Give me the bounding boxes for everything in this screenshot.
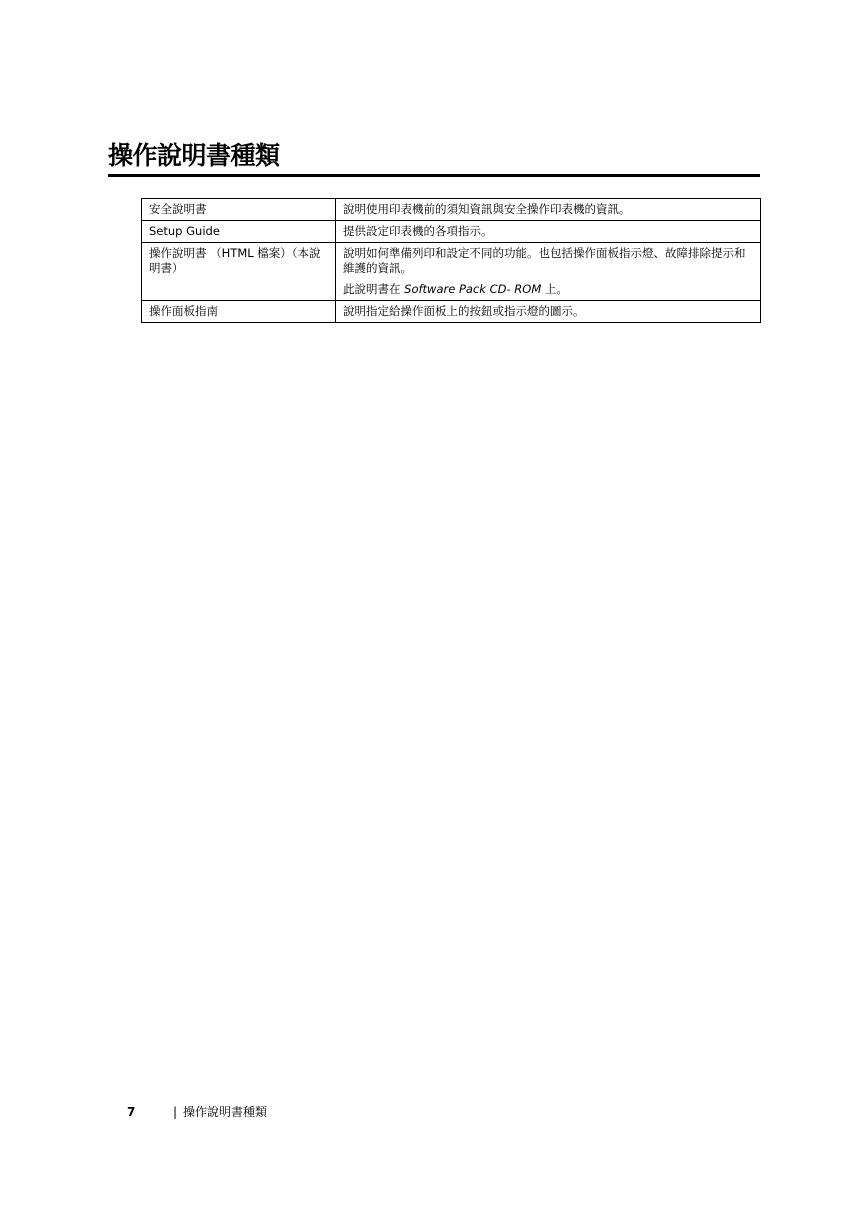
location-suffix: 上。 — [541, 282, 568, 296]
description-text: 說明如何準備列印和設定不同的功能。也包括操作面板指示燈、故障排除提示和維護的資訊。 — [343, 246, 746, 275]
table-row — [142, 243, 761, 301]
table-row — [142, 301, 761, 323]
location-media-name: Software Pack CD- ROM — [404, 282, 542, 296]
manual-name-cell: 安全說明書 — [142, 199, 336, 221]
footer-section-title: 操作說明書種類 — [183, 1105, 268, 1119]
description-text: 提供設定印表機的各項指示。 — [343, 224, 493, 238]
location-prefix: 此說明書在 — [343, 282, 405, 296]
manual-types-table — [141, 198, 761, 323]
manual-name-cell: Setup Guide — [142, 221, 336, 243]
description-text: 說明使用印表機前的須知資訊與安全操作印表機的資訊。 — [343, 202, 631, 216]
page-footer — [127, 1104, 267, 1120]
manual-name-cell: 操作面板指南 — [142, 301, 336, 323]
table-row — [142, 221, 761, 243]
manual-description-cell — [336, 301, 761, 323]
description-text: 說明指定給操作面板上的按鈕或指示燈的圖示。 — [343, 304, 585, 318]
page-title: 操作說明書種類 — [108, 139, 760, 177]
manual-description-cell — [336, 221, 761, 243]
manual-description-cell — [336, 199, 761, 221]
manual-description-cell — [336, 243, 761, 301]
table-row — [142, 199, 761, 221]
page-number: 7 — [127, 1105, 136, 1119]
footer-separator: | — [173, 1105, 178, 1119]
manual-name-cell: 操作說明書 （HTML 檔案）（本說明書） — [142, 243, 336, 301]
location-text — [343, 282, 753, 297]
